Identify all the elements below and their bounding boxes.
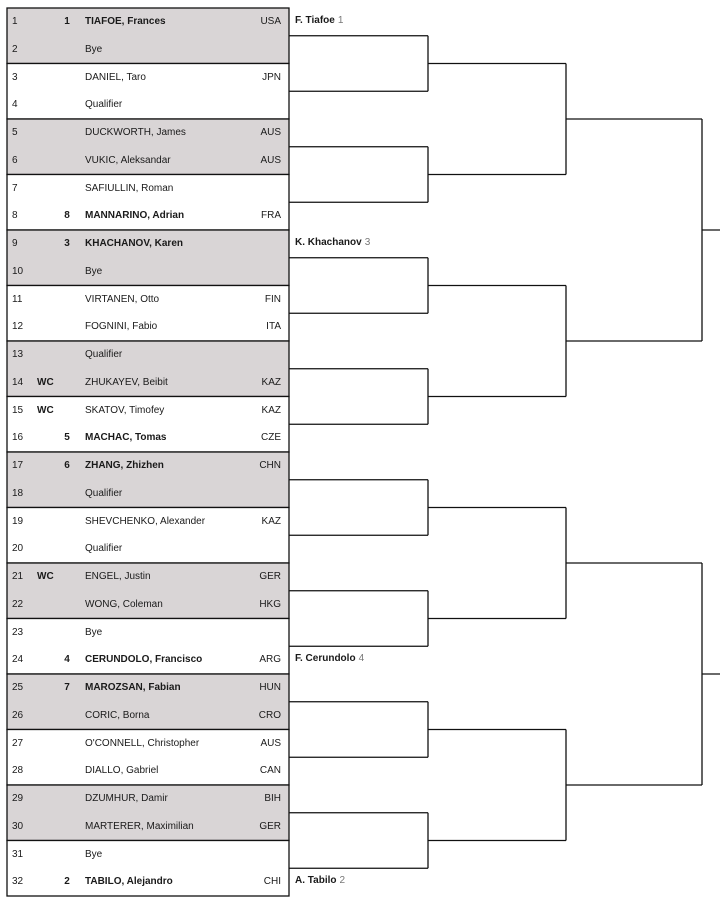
player-row-15 <box>7 397 289 424</box>
advancing-player-seed: 4 <box>358 653 365 665</box>
player-row-16 <box>7 424 289 451</box>
draw-position: 28 <box>12 765 24 777</box>
player-name: SKATOV, Timofey <box>85 404 165 416</box>
player-row-14 <box>7 369 289 396</box>
player-row-6 <box>7 147 289 174</box>
seed-number: 2 <box>64 876 70 888</box>
player-row-17 <box>7 452 289 479</box>
player-name: Qualifier <box>85 99 123 111</box>
player-name: O'CONNELL, Christopher <box>85 737 200 749</box>
draw-position: 15 <box>12 404 24 416</box>
draw-position: 16 <box>12 432 24 444</box>
player-row-18 <box>7 480 289 507</box>
country-code: CZE <box>261 432 281 444</box>
player-name: FOGNINI, Fabio <box>85 321 158 333</box>
draw-position: 11 <box>12 293 23 305</box>
player-name: ZHUKAYEV, Beibit <box>85 376 168 388</box>
player-name: Bye <box>85 848 103 860</box>
player-name: Bye <box>85 43 103 55</box>
entry-tag: WC <box>37 571 54 582</box>
country-code: FIN <box>264 293 281 305</box>
advancing-player-seed: 2 <box>339 875 346 887</box>
player-row-30 <box>7 813 289 840</box>
advancing-player-name: F. Tiafoe <box>295 14 335 26</box>
draw-position: 7 <box>12 182 18 194</box>
player-name: TIAFOE, Frances <box>85 16 166 27</box>
draw-position: 29 <box>12 793 24 804</box>
country-code: AUS <box>260 154 281 166</box>
country-code: HUN <box>259 682 281 693</box>
country-code: CAN <box>259 765 281 777</box>
country-code: ITA <box>266 321 281 333</box>
seed-number: 3 <box>64 238 70 249</box>
player-row-31 <box>7 841 289 868</box>
country-code: BIH <box>264 793 281 804</box>
player-row-7 <box>7 175 289 202</box>
player-row-9 <box>7 230 289 257</box>
draw-position: 3 <box>12 71 18 83</box>
draw-position: 8 <box>12 210 18 222</box>
player-name: VUKIC, Aleksandar <box>85 154 171 166</box>
draw-position: 24 <box>12 654 24 666</box>
seed-number: 7 <box>64 682 70 693</box>
country-code: GER <box>259 571 281 582</box>
country-code: AUS <box>260 127 281 138</box>
draw-position: 25 <box>12 682 24 693</box>
seed-number: 6 <box>64 460 70 471</box>
player-name: DZUMHUR, Damir <box>85 793 168 804</box>
seed-number: 4 <box>64 654 70 666</box>
player-row-5 <box>7 119 289 146</box>
player-row-20 <box>7 535 289 562</box>
seed-number: 5 <box>64 432 70 444</box>
draw-position: 27 <box>12 737 24 749</box>
player-row-3 <box>7 64 289 91</box>
player-name: MACHAC, Tomas <box>85 432 167 444</box>
player-name: MARTERER, Maximilian <box>85 820 194 832</box>
advancing-player <box>295 15 343 27</box>
draw-position: 21 <box>12 571 24 582</box>
draw-position: 2 <box>12 43 18 55</box>
draw-position: 6 <box>12 154 18 166</box>
draw-position: 26 <box>12 709 24 721</box>
seed-number: 1 <box>64 16 70 27</box>
player-row-24 <box>7 646 289 673</box>
draw-position: 13 <box>12 349 24 360</box>
country-code: ARG <box>259 654 281 666</box>
player-row-23 <box>7 619 289 646</box>
country-code: AUS <box>260 737 281 749</box>
player-row-8 <box>7 202 289 229</box>
draw-position: 12 <box>12 321 24 333</box>
country-code: JPN <box>262 71 281 83</box>
player-name: WONG, Coleman <box>85 598 163 610</box>
country-code: CHN <box>259 460 281 471</box>
draw-position: 22 <box>12 598 24 610</box>
country-code: GER <box>259 820 281 832</box>
player-name: SHEVCHENKO, Alexander <box>85 515 206 527</box>
player-row-11 <box>7 286 289 313</box>
player-name: TABILO, Alejandro <box>85 876 173 888</box>
country-code: HKG <box>259 598 281 610</box>
player-name: MAROZSAN, Fabian <box>85 682 181 693</box>
draw-position: 1 <box>12 16 18 27</box>
draw-position: 10 <box>12 265 24 277</box>
player-row-13 <box>7 341 289 368</box>
player-row-19 <box>7 508 289 535</box>
player-name: MANNARINO, Adrian <box>85 210 185 222</box>
player-row-1 <box>7 8 289 35</box>
player-name: ENGEL, Justin <box>85 571 151 582</box>
player-row-27 <box>7 730 289 757</box>
advancing-player-name: K. Khachanov <box>295 236 362 248</box>
player-name: CERUNDOLO, Francisco <box>85 654 203 666</box>
draw-position: 17 <box>12 460 24 471</box>
player-row-2 <box>7 36 289 63</box>
player-row-28 <box>7 757 289 784</box>
country-code: FRA <box>261 210 281 222</box>
player-row-22 <box>7 591 289 618</box>
advancing-player-name: A. Tabilo <box>295 875 337 887</box>
player-name: DUCKWORTH, James <box>85 127 186 138</box>
advancing-player-seed: 1 <box>337 14 344 26</box>
player-row-25 <box>7 674 289 701</box>
country-code: CHI <box>263 876 281 888</box>
draw-position: 14 <box>12 376 24 388</box>
country-code: KAZ <box>261 404 281 416</box>
player-name: KHACHANOV, Karen <box>85 238 183 249</box>
seed-number: 8 <box>64 210 70 222</box>
player-name: DIALLO, Gabriel <box>85 765 159 777</box>
player-row-26 <box>7 702 289 729</box>
player-name: CORIC, Borna <box>85 709 150 721</box>
draw-position: 31 <box>12 848 24 860</box>
draw-position: 4 <box>12 99 18 111</box>
country-code: USA <box>260 16 281 27</box>
player-row-21 <box>7 563 289 590</box>
advancing-player <box>295 237 370 249</box>
advancing-player <box>295 653 364 665</box>
player-name: Bye <box>85 265 103 277</box>
player-name: SAFIULLIN, Roman <box>85 182 174 194</box>
country-code: KAZ <box>261 515 281 527</box>
player-row-10 <box>7 258 289 285</box>
player-name: DANIEL, Taro <box>85 71 146 83</box>
advancing-player-seed: 3 <box>364 236 371 248</box>
player-name: Qualifier <box>85 543 123 555</box>
player-name: ZHANG, Zhizhen <box>85 460 164 471</box>
player-row-12 <box>7 313 289 340</box>
draw-position: 30 <box>12 820 24 832</box>
advancing-player <box>295 875 345 887</box>
country-code: KAZ <box>261 376 281 388</box>
draw-position: 19 <box>12 515 24 527</box>
entry-tag: WC <box>37 376 54 388</box>
player-row-32 <box>7 868 289 895</box>
entry-tag: WC <box>37 404 54 416</box>
player-name: Bye <box>85 626 103 638</box>
player-name: VIRTANEN, Otto <box>85 293 160 305</box>
player-row-29 <box>7 785 289 812</box>
draw-position: 20 <box>12 543 24 555</box>
draw-position: 9 <box>12 238 18 249</box>
draw-position: 23 <box>12 626 24 638</box>
draw-position: 18 <box>12 487 24 499</box>
player-name: Qualifier <box>85 349 123 360</box>
country-code: CRO <box>258 709 281 721</box>
draw-position: 32 <box>12 876 24 888</box>
player-row-4 <box>7 91 289 118</box>
advancing-player-name: F. Cerundolo <box>295 653 356 665</box>
draw-position: 5 <box>12 127 18 138</box>
player-name: Qualifier <box>85 487 123 499</box>
